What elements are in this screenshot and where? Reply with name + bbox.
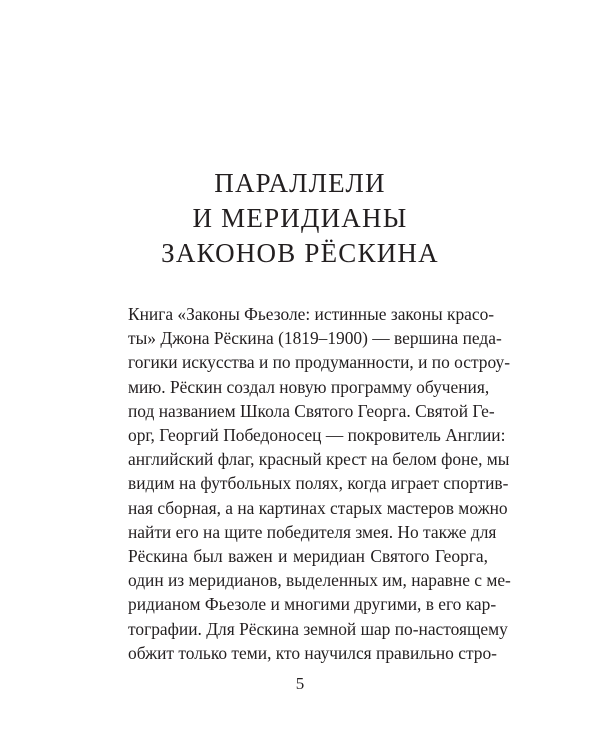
body-text (128, 302, 511, 665)
body-line-1: Книга «Законы Фьезоле: истинные законы красо- (128, 304, 495, 324)
body-line-2: ты» Джона Рёскина (1819–1900) — вершина педа- (128, 328, 502, 349)
body-line-12: один из меридианов, выделенных им, наравне с ме- (128, 570, 511, 591)
chapter-title-line-3: ЗАКОНОВ РЁСКИНА (161, 238, 439, 268)
body-line-8: видим на футбольных полях, когда играет спортив- (128, 473, 509, 494)
page-number: 5 (295, 674, 305, 693)
chapter-title-line-1: ПАРАЛЛЕЛИ (214, 168, 386, 198)
body-line-15: обжит только теми, кто научился правильно стро- (128, 642, 497, 663)
body-line-14: тографии. Для Рёскина земной шар по-настоящему (128, 618, 508, 639)
body-line-10: найти его на щите победителя змея. Но также для (128, 521, 497, 542)
body-line-6: орг, Георгий Победоносец — покровитель Англии: (128, 425, 506, 446)
body-line-13: ридианом Фьезоле и многими другими, в его кар- (128, 594, 497, 615)
body-line-11: Рёскина был важен и меридиан Святого Георга, (128, 546, 488, 567)
body-line-5: под названием Школа Святого Георга. Святой Ге- (128, 400, 495, 421)
body-line-9: ная сборная, а на картинах старых мастеров можно (128, 497, 508, 518)
chapter-title (0, 166, 600, 271)
body-line-7: английский флаг, красный крест на белом фоне, мы (128, 449, 510, 470)
body-line-4: мию. Рёскин создал новую программу обучения, (128, 376, 490, 397)
chapter-title-line-2: И МЕРИДИАНЫ (192, 203, 408, 233)
body-line-3: гогики искусства и по продуманности, и по остроу- (128, 352, 511, 373)
